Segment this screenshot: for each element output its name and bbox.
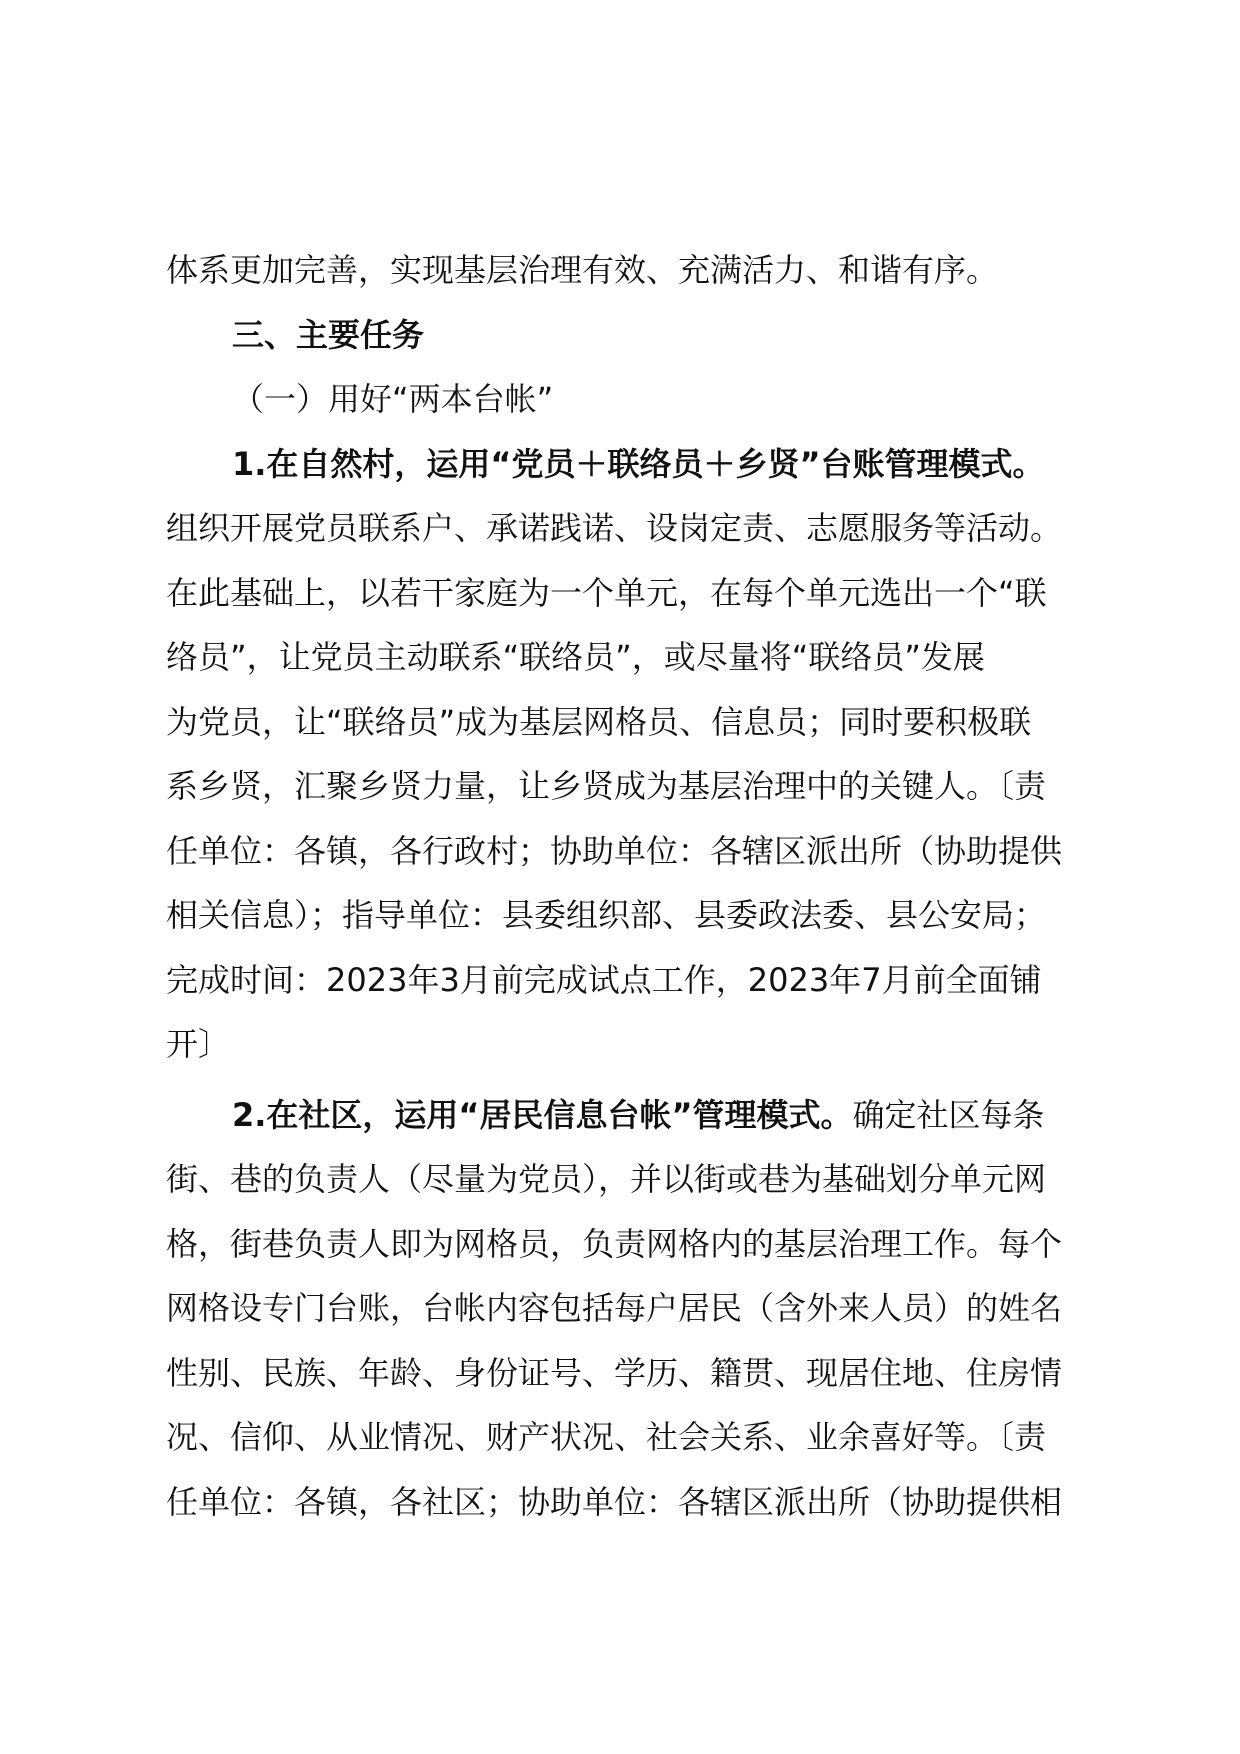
subheading-text: （一）用好“两本台帐” (232, 380, 554, 418)
paragraph-line (166, 754, 1106, 819)
paragraph-line (166, 1212, 1106, 1277)
paragraph-line (166, 432, 1106, 497)
line-text: 网格设专门台账，台帐内容包括每户居民（含外来人员）的姓名 (166, 1289, 1063, 1327)
paragraph-line (166, 819, 1106, 884)
paragraph-line (166, 561, 1106, 626)
section-heading (166, 303, 1106, 368)
line-text: 络员”，让党员主动联系“联络员”，或尽量将“联络员”发展 (166, 638, 985, 676)
line-text: 体系更加完善，实现基层治理有效、充满活力、和谐有序。 (166, 251, 999, 289)
paragraph-line (166, 1147, 1106, 1212)
paragraph-line (166, 948, 1106, 1013)
paragraph-line (166, 1470, 1106, 1535)
paragraph-line (166, 625, 1106, 690)
line-text: 系乡贤，汇聚乡贤力量，让乡贤成为基层治理中的关键人。〔责 (166, 767, 1047, 805)
line-text: 任单位：各镇，各行政村；协助单位：各辖区派出所（协助提供 (166, 831, 1063, 870)
heading-text: 三、主要任务 (232, 315, 425, 354)
paragraph-line (166, 1083, 1106, 1148)
line-text: 性别、民族、年龄、身份证号、学历、籍贯、现居住地、住房情 (166, 1353, 1063, 1392)
line-text: 为党员，让“联络员”成为基层网格员、信息员；同时要积极联 (166, 702, 1032, 741)
document-body (166, 238, 1106, 1534)
line-text: 在此基础上，以若干家庭为一个单元，在每个单元选出一个“联 (166, 573, 1047, 612)
paragraph-line (166, 1341, 1106, 1406)
subsection-heading (166, 367, 1106, 432)
line-text: 格，街巷负责人即为网格员，负责网格内的基层治理工作。每个 (166, 1224, 1063, 1263)
line-text: 相关信息）；指导单位：县委组织部、县委政法委、县公安局； (166, 896, 1047, 934)
paragraph-line (166, 1012, 1106, 1077)
line-text: 街、巷的负责人（尽量为党员），并以街或巷为基础划分单元网 (166, 1160, 1047, 1198)
paragraph-line (166, 1276, 1106, 1341)
paragraph-line (166, 1405, 1106, 1470)
bold-lead-text: 1.在自然村，运用“党员＋联络员＋乡贤”台账管理模式。 (232, 444, 1045, 483)
line-text: 确定社区每条 (852, 1095, 1045, 1134)
paragraph-line (166, 238, 1106, 303)
line-text: 完成时间：2023年3月前完成试点工作，2023年7月前全面铺 (166, 960, 1042, 999)
paragraph-line (166, 883, 1106, 948)
bold-lead-text: 2.在社区，运用“居民信息台帐”管理模式。 (232, 1095, 853, 1134)
line-text: 任单位：各镇，各社区；协助单位：各辖区派出所（协助提供相 (166, 1482, 1063, 1521)
paragraph-line (166, 690, 1106, 755)
paragraph-line (166, 496, 1106, 561)
line-text: 况、信仰、从业情况、财产状况、社会关系、业余喜好等。〔责 (166, 1418, 1047, 1456)
line-text: 组织开展党员联系户、承诺践诺、设岗定责、志愿服务等活动。 (166, 509, 1063, 547)
line-text: 开〕 (166, 1025, 231, 1063)
